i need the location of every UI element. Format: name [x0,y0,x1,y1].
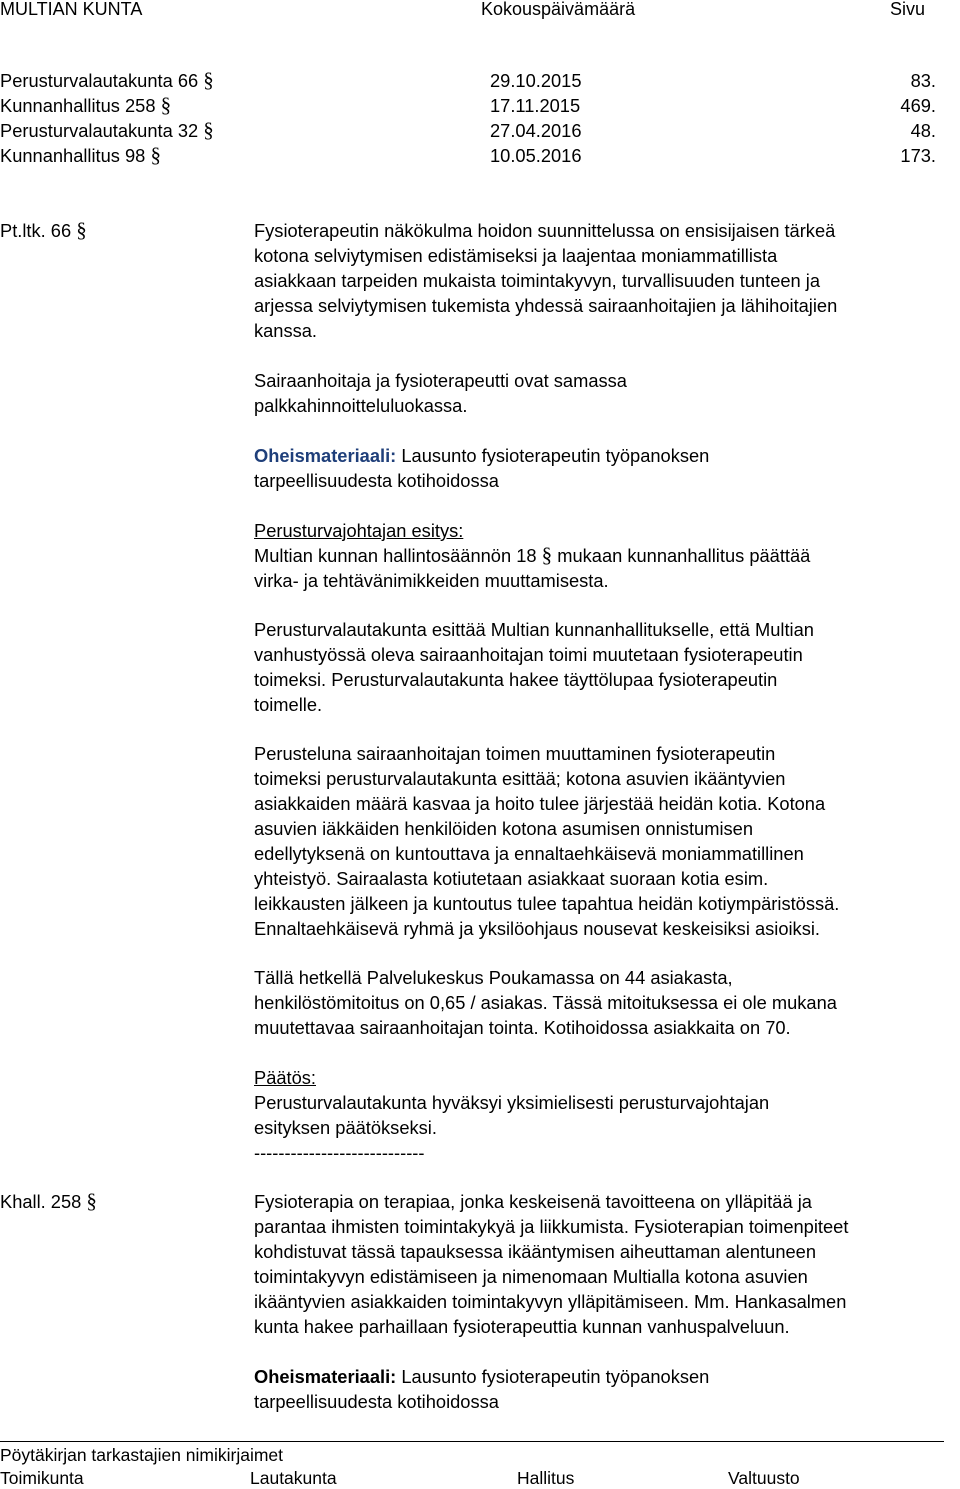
paragraph-line: vanhustyössä oleva sairaanhoitajan toimi muutetaan fysioterapeutin [254,644,803,665]
section-sign: § [160,93,172,117]
footer-column-valtuusto: Valtuusto [728,1468,800,1488]
ptltk-proposal [254,518,960,593]
separator-line: ---------------------------- [254,1142,425,1163]
paragraph-line: leikkausten jälkeen ja kuntoutus tulee tapahtua heidän kotiympäristössä. [254,893,840,914]
paragraph-line: Fysioterapia on terapiaa, jonka keskeisenä tavoitteena on ylläpitää ja [254,1191,812,1212]
signature-label: Pöytäkirjan tarkastajien nimikirjaimet [0,1445,284,1465]
paragraph-line: ikääntyvien asiakkaiden toimintakyvyn ylläpitämiseen. Mm. Hankasalmen [254,1291,847,1312]
footer-column-hallitus: Hallitus [517,1468,575,1488]
section-sign: § [203,68,214,92]
ptltk-paragraph-3 [254,617,960,717]
paragraph-line: Perusturvalautakunta hyväksyi yksimielisesti perusturvajohtajan [254,1092,770,1113]
reference-number: 469. [900,95,936,116]
reference-number: 83. [910,70,936,91]
ptltk-attachment [254,443,960,493]
attachment-text: Lausunto fysioterapeutin työpanoksen [401,445,710,466]
paragraph-line: toimelle. [254,694,323,715]
reference-number: 173. [900,145,936,166]
ptltk-decision [254,1065,960,1165]
paragraph-line: Sairaanhoitaja ja fysioterapeutti ovat samassa [254,370,627,391]
reference-body: Perusturvalautakunta 66 § [0,68,214,92]
reference-row [0,93,960,118]
reference-date: 17.11.2015 [490,95,581,116]
attachment-text: tarpeellisuudesta kotihoidossa [254,1391,499,1412]
paragraph-line: Ennaltaehkäisevä ryhmä ja yksilöohjaus nousevat keskeisiksi asioiksi. [254,918,820,939]
reference-row [0,143,960,168]
paragraph-line: toimeksi. Perusturvalautakunta hakee täyttölupaa fysioterapeutin [254,669,778,690]
section-label-ptltk: Pt.ltk. 66 § [0,218,87,242]
section-sign: § [203,118,214,142]
section-sign: § [541,543,553,567]
reference-number: 48. [910,120,936,141]
attachment-text: tarpeellisuudesta kotihoidossa [254,470,499,491]
paragraph-text: Multian kunnan hallintosäännön 18 [254,545,537,566]
paragraph-line: kunta hakee parhaillaan fysioterapeuttia kunnan vanhuspalveluun. [254,1316,790,1337]
section-sign: § [86,1189,97,1213]
section-sign: § [76,218,87,242]
paragraph-line: Perusteluna sairaanhoitajan toimen muuttaminen fysioterapeutin [254,743,776,764]
reference-date: 29.10.2015 [490,70,582,91]
attachment-label: Oheismateriaali: [254,1366,397,1387]
document-header-title: MULTIAN KUNTA [0,0,143,19]
meeting-date-label: Kokouspäivämäärä [481,0,636,19]
ptltk-paragraph-4 [254,741,960,941]
footer-column-toimikunta: Toimikunta [0,1468,84,1488]
reference-date: 10.05.2016 [490,145,582,166]
proposal-heading: Perusturvajohtajan esitys: [254,520,464,541]
reference-body: Kunnanhallitus 98 § [0,143,161,167]
paragraph-line: palkkahinnoitteluluokassa. [254,395,468,416]
page-label: Sivu [890,0,926,19]
paragraph-line: asiakkaan tarpeiden mukaista toimintakyvyn, turvallisuuden tunteen ja [254,270,821,291]
paragraph-line: toimintakyvyn edistämiseen ja nimenomaan Multialla kotona asuvien [254,1266,808,1287]
reference-body: Kunnanhallitus 258 § [0,93,172,117]
paragraph-line: arjessa selviytymisen tukemista yhdessä sairaanhoitajien ja lähihoitajien [254,295,838,316]
paragraph-line: henkilöstömitoitus on 0,65 / asiakas. Tässä mitoituksessa ei ole mukana [254,992,837,1013]
paragraph-line: kanssa. [254,320,318,341]
khall-attachment [254,1364,960,1414]
paragraph-line: kotona selviytymisen edistämiseksi ja laajentaa moniammatillista [254,245,778,266]
attachment-text: Lausunto fysioterapeutin työpanoksen [401,1366,710,1387]
paragraph-line: Perusturvalautakunta esittää Multian kunnanhallitukselle, että Multian [254,619,814,640]
footer-column-lautakunta: Lautakunta [250,1468,337,1488]
ptltk-paragraph-5 [254,965,960,1040]
paragraph-line: esityksen päätökseksi. [254,1117,437,1138]
paragraph-text: mukaan kunnanhallitus päättää [557,545,811,566]
paragraph-line: yhteistyö. Sairaalasta kotiutetaan asiakkaat suoraan kotia esim. [254,868,769,889]
section-label-khall: Khall. 258 § [0,1189,97,1213]
paragraph-line: kohdistuvat tässä tapauksessa ikääntymisen aiheuttaman alentuneen [254,1241,816,1262]
paragraph-line: Fysioterapeutin näkökulma hoidon suunnittelussa on ensisijaisen tärkeä [254,220,836,241]
paragraph-line: asuvien iäkkäiden henkilöiden kotona asumisen onnistumisen [254,818,753,839]
section-sign: § [150,143,161,167]
ptltk-paragraph-1 [254,218,960,343]
paragraph-line: asiakkaiden määrä kasvaa ja hoito tulee järjestää heidän kotia. Kotona [254,793,826,814]
reference-row [0,118,960,143]
paragraph-line: virka- ja tehtävänimikkeiden muuttamisesta. [254,570,609,591]
ptltk-paragraph-2 [254,368,960,418]
reference-date: 27.04.2016 [490,120,582,141]
paragraph-line: muutettavaa sairaanhoitajan tointa. Kotihoidossa asiakkaita on 70. [254,1017,791,1038]
paragraph-line: parantaa ihmisten toimintakykyä ja liikkumista. Fysioterapian toimenpiteet [254,1216,849,1237]
reference-body: Perusturvalautakunta 32 § [0,118,214,142]
footer-divider [0,1441,944,1442]
decision-heading: Päätös: [254,1067,316,1088]
paragraph-line: Tällä hetkellä Palvelukeskus Poukamassa on 44 asiakasta, [254,967,733,988]
attachment-label: Oheismateriaali: [254,445,397,466]
khall-paragraph-1 [254,1189,960,1339]
paragraph-line: toimeksi perusturvalautakunta esittää; kotona asuvien ikääntyvien [254,768,786,789]
paragraph-line: edellytyksenä on kuntouttava ja ennaltaehkäisevä moniammatillinen [254,843,804,864]
reference-row [0,68,960,93]
